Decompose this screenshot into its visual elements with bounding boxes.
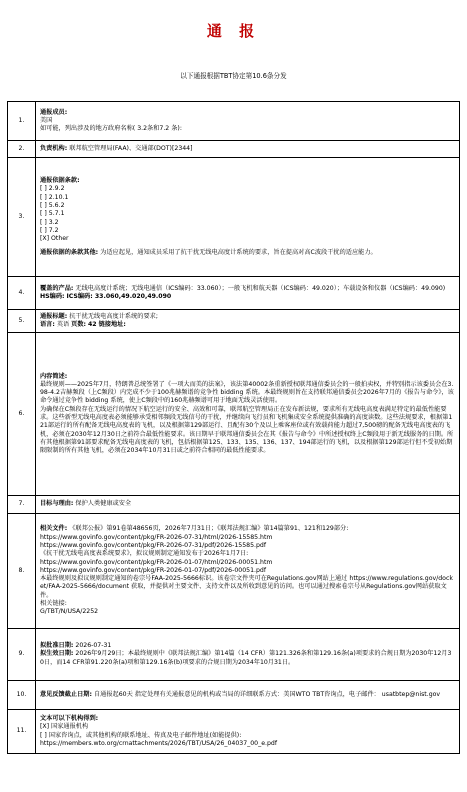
field-label: 目标与理由:: [40, 500, 74, 508]
row-content: [36, 514, 460, 629]
adoption-label: 拟批准日期:: [40, 642, 74, 650]
pages-label: 页数:: [71, 321, 87, 328]
row-content: [36, 310, 460, 333]
hs-value: ICS编码: 33.060,49.020,49.090: [66, 293, 172, 300]
row-products: [8, 277, 460, 310]
row-title: [8, 310, 460, 333]
article-checkbox: [ ] 7.2: [40, 226, 59, 234]
row-member: [8, 102, 460, 141]
document-link[interactable]: https://www.govinfo.gov/content/pkg/FR-2026-07-31/html/2026-15585.htm: [40, 533, 273, 541]
row-documents: [8, 514, 460, 629]
adoption-value: 2026-07-31: [75, 642, 112, 650]
row-number: 5.: [8, 310, 36, 333]
article-checkbox: [X] Other: [40, 235, 69, 243]
member-value: 美国: [40, 116, 53, 124]
article-checkbox: [ ] 5.7.1: [40, 210, 65, 218]
row-number: 11.: [8, 710, 36, 754]
document-link[interactable]: https://www.govinfo.gov/content/pkg/FR-2026-01-07/pdf/2026-00051.pdf: [40, 566, 267, 574]
field-label: 覆盖的产品:: [40, 284, 74, 292]
field-label: 文本可以下机构得到:: [40, 714, 99, 722]
row-number: 10.: [8, 681, 36, 710]
other-value: 为适应起见，通知成员采用了抗干扰无线电高度计系统的要求，旨在提高对高C波段干扰的适应能力。: [100, 248, 377, 256]
other-label: 通报依据的条款其他:: [40, 248, 99, 256]
row-comments: [8, 681, 460, 710]
article-checkbox: [ ] 3.2: [40, 218, 59, 226]
field-label: 通报成员:: [40, 108, 68, 116]
row-content: [36, 333, 460, 496]
notification-subtitle: 以下通报根据TBT协定第10.6条分发: [180, 72, 287, 80]
comments-value: 自通报起60天 指定处理有关通报意见的机构或当局的详细联系方式：美国WTO TBT咨询点，电子邮件： usatbtep@nist.gov: [93, 690, 441, 698]
row-content: [36, 629, 460, 681]
document-ref: 《联邦公报》第91卷第48656页，2026年7月31日；《联邦法规汇编》第14篇第91、121和129部分:: [69, 525, 349, 533]
products-value: 无线电高度计系统；无线电通信（ICS编码：33.060）；一般飞机和航天器（ICS编码：49.020）；车载设备和仪器（ICS编码：49.090): [75, 284, 446, 292]
row-content: [36, 277, 460, 310]
row-number: 6.: [8, 333, 36, 496]
row-dates: [8, 629, 460, 681]
article-checkbox: [ ] 5.6.2: [40, 202, 65, 210]
row-content: [36, 102, 460, 141]
effective-label: 拟生效日期:: [40, 650, 74, 658]
title-value: 抗干扰无线电高度计系统的要求;: [69, 312, 158, 320]
row-content: [36, 141, 460, 158]
field-label: 通报标题:: [40, 312, 68, 320]
row-content: [36, 496, 460, 514]
row-number: 9.: [8, 629, 36, 681]
description-paragraph: 最终规则——2025年7月，特朗普总统签署了《一项大而美的法案》，该法第40002条重新授权联邦通信委员会的一般拍卖权，并特别指示该委员会在3.98-4.2吉赫频段（上C频段）内完成不少于100兆赫频谱的竞争性 bidding 系统。本最终规则旨在支持联邦通信委员会2026年7月的《报告与命令》，该命令通过竞争性 bidding 系统，使上C频段中的160兆赫频谱可用于地面无线灵活使用。: [40, 380, 454, 405]
row-number: 4.: [8, 277, 36, 310]
field-label: 意见反馈截止日期:: [40, 690, 92, 698]
availability-option: [X] 国家通报机构: [40, 723, 89, 731]
related-links-label: 相关链接:: [40, 600, 67, 608]
row-number: 1.: [8, 102, 36, 141]
row-text-available: [8, 710, 460, 754]
field-label: 通报依据条款:: [40, 177, 80, 185]
field-label: 内容简述:: [40, 372, 68, 380]
availability-option: [ ] 国家咨询点，或其他机构的联系地址、传真及电子邮件地址(如能提供):: [40, 731, 242, 739]
row-content: [36, 158, 460, 277]
document-ref: 《抗干扰无线电高度表系统要求》，拟议规则制定通知发布于2026年1月7日:: [40, 550, 249, 558]
link-label: 链接地址:: [98, 321, 126, 328]
pages-value: 42: [88, 321, 97, 328]
row-number: 2.: [8, 141, 36, 158]
agency-value: 联邦航空管理局(FAA)、交通部(DOT)[2344]: [69, 144, 193, 152]
article-checkbox: [ ] 2.9.2: [40, 185, 65, 193]
row-objective: [8, 496, 460, 514]
row-articles: [8, 158, 460, 277]
row-description: [8, 333, 460, 496]
row-number: 7.: [8, 496, 36, 514]
document-link[interactable]: https://www.govinfo.gov/content/pkg/FR-2026-07-31/pdf/2026-15585.pdf: [40, 541, 267, 549]
field-label: 相关文件:: [40, 525, 68, 533]
effective-value: 2026年9月29日；本最终规则中《联邦法规汇编》第14篇（14 CFR）第121.326条和第129.16条(a)项要求的合规日期为2030年12月30日，而14 CFR第91.220条(a)项和第129.16条(b)项要求的合规日期为2034年10月31日。: [40, 650, 452, 666]
row-content: [36, 710, 460, 754]
row-content: [36, 681, 460, 710]
docket-note: 本最终规则及拟议规则制定通知的卷宗号FAA-2025-5666标识。该卷宗文件夹可在Regulations.gov网站上通过 https://www.regulations.gov/docket/FAA-2025-5666/document 获取，并提供对主要文件、支持文件以及所收到意见的访问。也可以通过搜索卷宗号从Regulations.gov网站获取文件。: [40, 575, 453, 599]
related-symbol[interactable]: G/TBT/N/USA/2252: [40, 608, 99, 616]
language-label: 语言:: [40, 321, 55, 328]
description-paragraph: 为确保在C频段存在无线运行的情况下航空运行的安全、高效和可靠，联邦航空管理局正在发布新法规，要求所有无线电高度表满足特定的最低性能要求。这些新型无线电高度表必须能够承受相邻频段无线信号的干扰，并继续向飞行员和飞机集成安全系统提供准确的高度读数。这些法规要求，根据第121部运行的所有配备无线电高度表的飞机，以及根据第129部运行、且配有30个及以上乘客座位或有效载荷能力超过7,500磅的配备无线电高度表的飞机，必须在2030年12月30日之前符合最低性能要求。该日期早于联邦通信委员会在其《报告与命令》中所述授权终上C频段用于新无线服务的日期。所有其他根据第91部要求配备无线电高度表的飞机，包括根据第125、133、135、136、137、194部运行的飞机，以及根据第129部运行但不受初始期限限制的所有其他飞机，必须在2034年10月31日或之前符合相同的最低性能要求。: [40, 405, 454, 455]
row-number: 3.: [8, 158, 36, 277]
local-govt-note: 如可能，列出涉及的地方政府名称( 3.2条和7.2 条):: [40, 125, 182, 133]
article-checkbox: [ ] 2.10.1: [40, 193, 69, 201]
language-value: 英语: [56, 321, 70, 328]
hs-label: HS编码:: [40, 293, 65, 300]
notification-table: [7, 101, 460, 754]
row-number: 8.: [8, 514, 36, 629]
document-link[interactable]: https://www.govinfo.gov/content/pkg/FR-2026-01-07/html/2026-00051.htm: [40, 558, 273, 566]
attachment-link[interactable]: https://members.wto.org/crnattachments/2026/TBT/USA/26_04037_00_e.pdf: [40, 739, 278, 747]
row-agency: [8, 141, 460, 158]
notification-title: 通 报: [206, 22, 261, 40]
objective-value: 保护人类健康或安全: [75, 500, 132, 508]
field-label: 负责机构:: [40, 144, 68, 152]
